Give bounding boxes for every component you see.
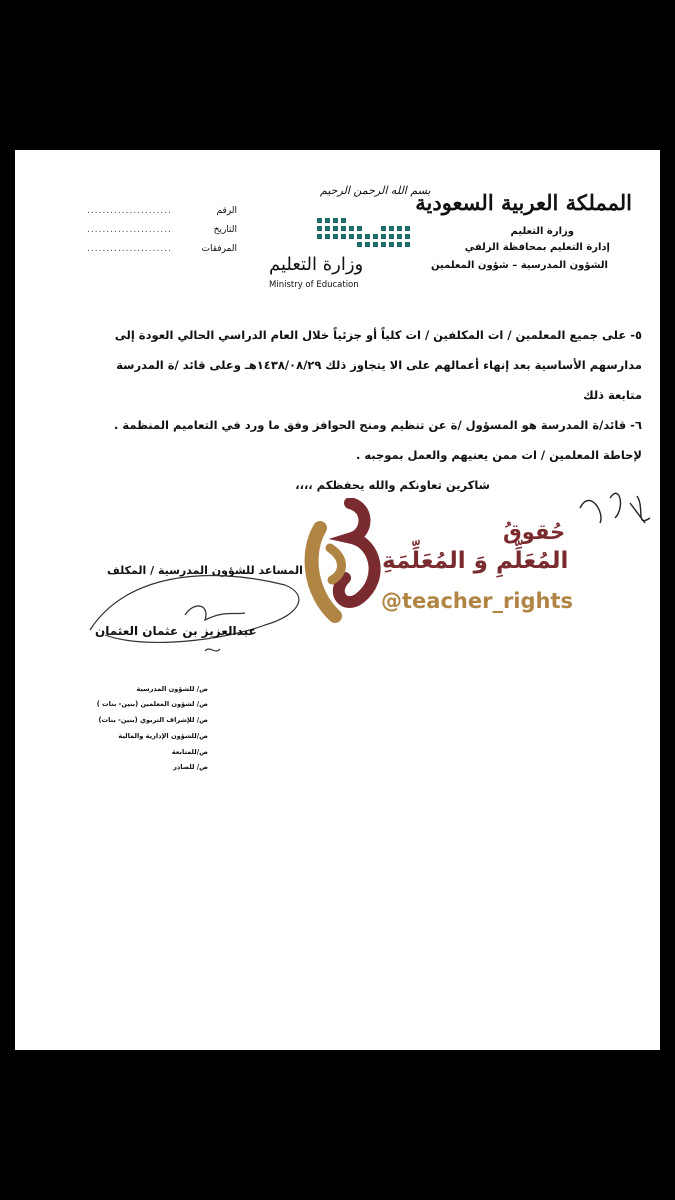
- signature-title: المساعد للشؤون المدرسية / المكلف: [107, 564, 303, 577]
- document-page: [15, 150, 660, 1050]
- cc-item: ص/ لشؤون المعلمين (بنين- بنات ): [96, 700, 208, 708]
- watermark-handle: @teacher_rights: [381, 589, 574, 613]
- body-line-5: لإحاطة المعلمين / ات ممن يعنيهم والعمل بموجبه .: [355, 448, 642, 462]
- ref-number-dots: ......................: [87, 206, 172, 216]
- body-line-2: مدارسهم الأساسية بعد إنهاء أعمالهم على الا يتجاوز ذلك ١٤٣٨/٠٨/٢٩هـ وعلى قائد /ة المدرسة: [116, 358, 642, 372]
- signatory-name: عبدالعزيز بن عثمان العثمان: [95, 624, 257, 638]
- ref-date-label: التاريخ: [213, 225, 237, 235]
- closing-line: شاكرين تعاونكم والله يحفظكم ،،،،: [295, 478, 490, 492]
- signature-icon: [85, 555, 325, 665]
- cc-item: ص/للشؤون الإدارية والمالية: [118, 732, 208, 740]
- admin-name: إدارة التعليم بمحافظة الزلفي: [464, 242, 610, 253]
- ref-date-dots: ......................: [87, 225, 172, 235]
- kingdom-title: المملكة العربية السعودية: [415, 190, 632, 215]
- ref-attachments-dots: ......................: [87, 244, 172, 254]
- cc-item: ص/ للصادر: [173, 763, 208, 771]
- watermark-line-1: حُقوقُ: [503, 520, 566, 544]
- department-name: الشؤون المدرسية – شؤون المعلمين: [431, 260, 608, 271]
- body-line-3: متابعة ذلك: [583, 388, 642, 402]
- basmala: بسم الله الرحمن الرحيم: [320, 184, 431, 197]
- body-line-1: ٥- على جميع المعلمين / ات المكلفين / ات كلياً أو جزئياً خلال العام الدراسي الحالي العودة إلى: [114, 328, 642, 342]
- cc-item: ص/للمتابعة: [171, 748, 208, 756]
- ref-number: [87, 206, 237, 216]
- logo-text-ar: وزارة التعليم: [269, 254, 364, 275]
- handwritten-initials-icon: [575, 468, 655, 538]
- ref-attachments: [87, 244, 237, 254]
- logo-text-en: Ministry of Education: [269, 280, 359, 290]
- ministry-name: وزارة التعليم: [510, 226, 574, 237]
- body-line-4: ٦- قائد/ة المدرسة هو المسؤول /ة عن تنظيم ومنح الحوافز وفق ما ورد في التعاميم المنظمة .: [114, 418, 642, 432]
- ministry-logo-icon: [315, 216, 415, 250]
- ref-attachments-label: المرفقات: [201, 244, 237, 254]
- ref-number-label: الرقم: [216, 206, 237, 216]
- watermark-line-2: المُعَلِّمِ وَ المُعَلِّمَةِ: [382, 548, 569, 574]
- ref-date: [87, 225, 237, 235]
- cc-item: ص/ للإشراف التربوي (بنين- بنات): [98, 716, 208, 724]
- cc-item: ص/ للشؤون المدرسية: [136, 685, 208, 693]
